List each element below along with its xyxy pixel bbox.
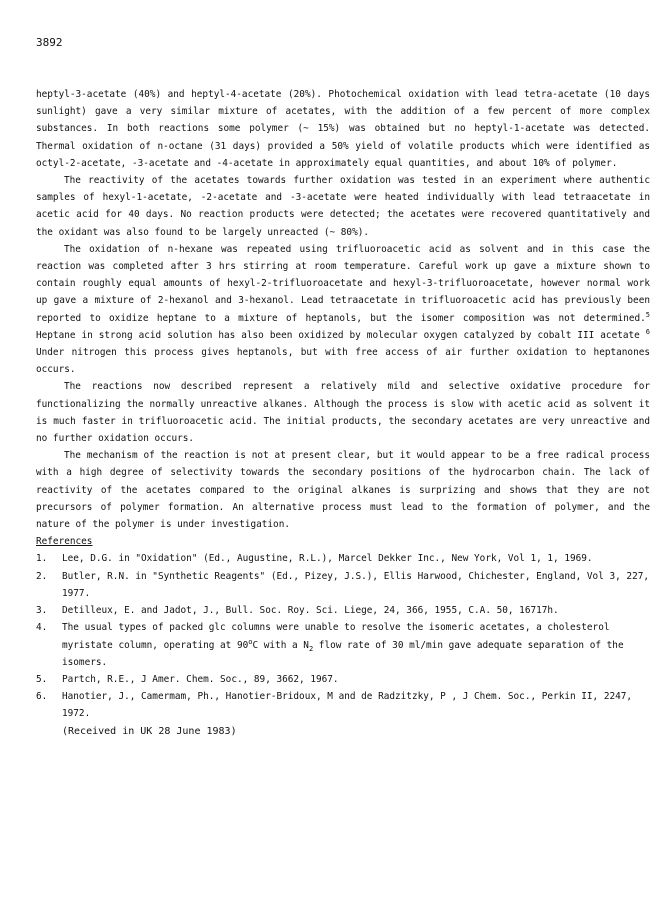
paragraph-5: The mechanism of the reaction is not at present clear, but it would appear to be a free radical process with a high degree of selectivity towards the secondary positions of the hydrocarbon chain. The lack of reactivity of the acetates compared to the original alkanes is surprizing and shows that they are not precursors of polymer formation. An alternative process must lead to the formation of polymer, and the nature of the polymer is under investigation. bbox=[36, 450, 650, 531]
article-body bbox=[36, 86, 650, 740]
reference-text: Partch, R.E., J Amer. Chem. Soc., 89, 3662, 1967. bbox=[62, 673, 339, 685]
reference-text: Detilleux, E. and Jadot, J., Bull. Soc. Roy. Sci. Liege, 24, 366, 1955, C.A. 50, 16717h. bbox=[62, 605, 559, 617]
reference-number: 4. bbox=[36, 622, 48, 634]
paragraph-4: The reactions now described represent a relatively mild and selective oxidative procedure for functionalizing the normally unreactive alkanes. Although the process is slow with acetic acid as solvent it is much faster in trifluoroacetic acid. The initial products, the secondary acetates are very unreactive and no further oxidation occurs. bbox=[36, 381, 650, 445]
reference-text-b: C with a N bbox=[252, 639, 309, 651]
degree-superscript: o bbox=[248, 637, 253, 646]
reference-item bbox=[36, 568, 650, 602]
reference-number: 2. bbox=[36, 570, 48, 582]
reference-number: 6. bbox=[36, 691, 48, 703]
reference-text: Lee, D.G. in "Oxidation" (Ed., Augustine, R.L.), Marcel Dekker Inc., New York, Vol 1, 1, 1969. bbox=[62, 553, 593, 565]
reference-number: 3. bbox=[36, 605, 48, 617]
reference-marker-5: 5 bbox=[645, 310, 650, 319]
references-heading: References bbox=[36, 536, 93, 548]
reference-item bbox=[36, 550, 650, 567]
page-number: 3892 bbox=[36, 36, 63, 49]
reference-text: Butler, R.N. in "Synthetic Reagents" (Ed., Pizey, J.S.), Ellis Harwood, Chichester, England, Vol 3, 227, 1977. bbox=[62, 570, 649, 599]
paragraph-2: The reactivity of the acetates towards further oxidation was tested in an experiment where authentic samples of hexyl-1-acetate, -2-acetate and -3-acetate were heated individually with lead tetraacetate in acetic acid for 40 days. No reaction products were detected; the acetates were recovered quantitatively and the oxidant was also found to be largely unreacted (~ 80%). bbox=[36, 175, 650, 238]
reference-item bbox=[36, 619, 650, 671]
paragraph-3-continued-a: Heptane in strong acid solution has also been oxidized by molecular oxygen catalyzed by cobalt III acetate bbox=[36, 329, 646, 341]
reference-item bbox=[36, 602, 650, 619]
received-date: (Received in UK 28 June 1983) bbox=[62, 725, 237, 737]
reference-number: 1. bbox=[36, 553, 48, 565]
reference-item bbox=[36, 671, 650, 688]
reference-number: 5. bbox=[36, 673, 48, 685]
reference-text-a: The usual types of packed glc columns were unable to resolve the isomeric acetates, a cholesterol myristate column, operating at 90 bbox=[62, 622, 610, 651]
paragraph-3 bbox=[36, 241, 650, 379]
paragraph-3-continued-b: Under nitrogen this process gives heptanols, but with free access of air further oxidation to heptanones occurs. bbox=[36, 347, 650, 376]
paragraph-1: heptyl-3-acetate (40%) and heptyl-4-acetate (20%). Photochemical oxidation with lead tetra-acetate (10 days sunlight) gave a very similar mixture of acetates, with the addition of a few percent of more complex substances. In both reactions some polymer (~ 15%) was obtained but no heptyl-1-acetate was detected. Thermal oxidation of n-octane (31 days) provided a 50% yield of volatile products which were identified as octyl-2-acetate, -3-acetate and -4-acetate in approximately equal quantities, and about 10% of polymer. bbox=[36, 89, 650, 169]
references-list bbox=[36, 550, 650, 722]
reference-text: Hanotier, J., Camermam, Ph., Hanotier-Bridoux, M and de Radzitzky, P , J Chem. Soc., Perkin II, 2247, 1972. bbox=[62, 691, 633, 720]
reference-item bbox=[36, 688, 650, 722]
reference-marker-6: 6 bbox=[645, 327, 650, 336]
reference-text-c: flow rate of 30 ml/min gave adequate separation of the isomers. bbox=[62, 639, 624, 668]
nitrogen-subscript: 2 bbox=[308, 644, 314, 653]
paragraph-3-main: The oxidation of n-hexane was repeated using trifluoroacetic acid as solvent and in this case the reaction was completed after 3 hrs stirring at room temperature. Careful work up gave a mixture shown to contain roughly equal amounts of hexyl-2-trifluoroacetate and hexyl-3-trifluoroacetate, however normal work up gave a mixture of 2-hexanol and 3-hexanol. Lead tetraacetate in trifluoroacetic acid has previously been reported to oxidize heptane to a mixture of heptanols, but the isomer composition was not determined. bbox=[36, 243, 650, 324]
